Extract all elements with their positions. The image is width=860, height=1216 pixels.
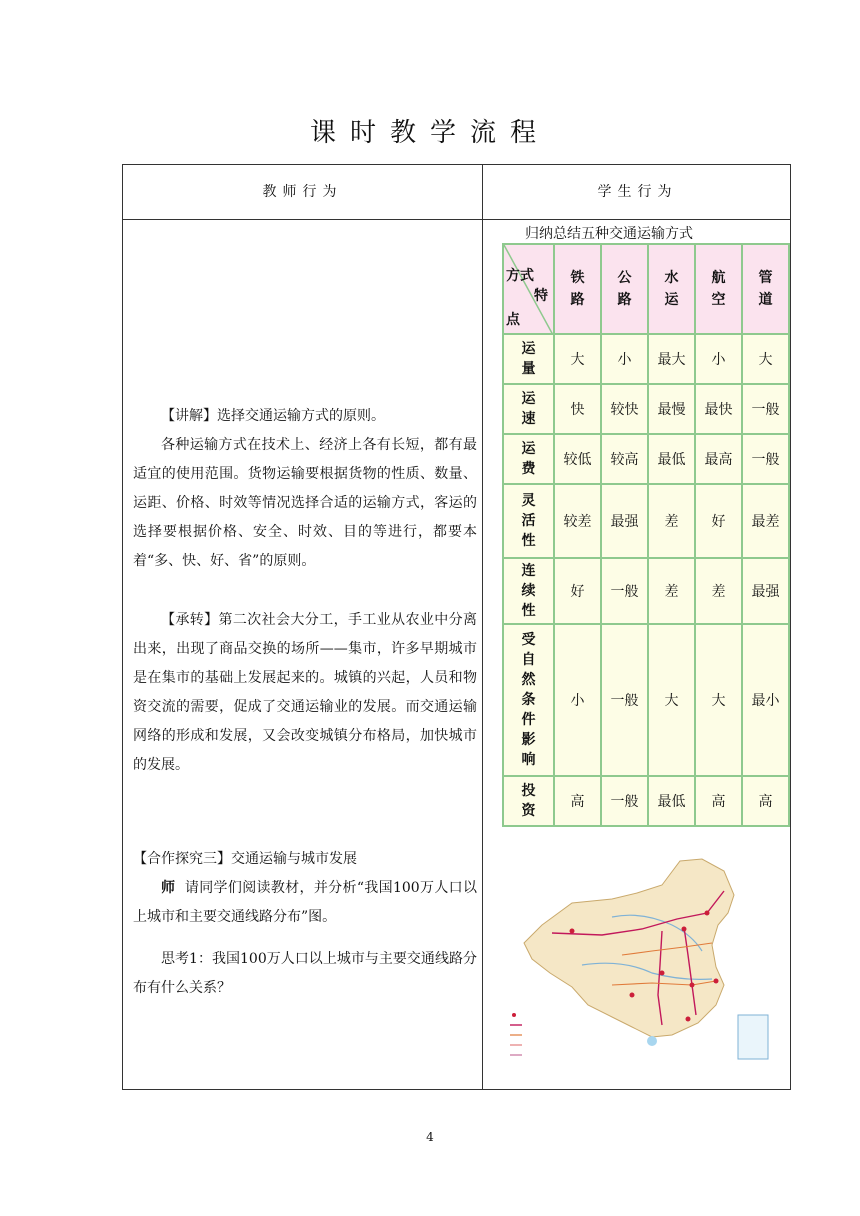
- column-header-text: 水运: [664, 270, 679, 308]
- city-marker: [690, 983, 695, 988]
- table-cell: 差: [648, 484, 695, 558]
- table-cell: 最差: [742, 484, 789, 558]
- table-row: [503, 384, 789, 434]
- china-transport-map: [502, 855, 774, 1065]
- row-header: [503, 624, 554, 776]
- table-cell: 一般: [601, 558, 648, 624]
- table-cell: 大: [695, 624, 742, 776]
- transition-paragraph: 【承转】第二次社会大分工，手工业从农业中分离出来，出现了商品交换的场所——集市，许多早期城市是在集市的基础上发展起来的。城镇的兴起，人员和物资交流的需要，促成了交通运输业的发展。而交通运输网络的形成和发展，又会改变城镇分布格局，加快城市的发展。: [133, 612, 477, 773]
- table-cell: 高: [554, 776, 601, 826]
- explain-paragraph: 各种运输方式在技术上、经济上各有长短，都有最适宜的使用范围。货物运输要根据货物的性质、数量、运距、价格、时效等情况选择合适的运输方式，客运的选择要根据价格、安全、时效、目的等进行，都要本着“多、快、好、省”的原则。: [133, 437, 477, 569]
- table-cell: 最快: [695, 384, 742, 434]
- corner-label-bottom: 点: [506, 312, 520, 328]
- city-marker: [630, 993, 635, 998]
- table-cell: 一般: [601, 776, 648, 826]
- table-row: [503, 434, 789, 484]
- city-marker: [686, 1017, 691, 1022]
- corner-cell: [503, 244, 554, 334]
- page-title: 课时教学流程: [309, 118, 550, 148]
- table-cell: 一般: [742, 434, 789, 484]
- table-cell: 大: [554, 334, 601, 384]
- row-header-text: 投资: [521, 783, 536, 819]
- teacher-instruction-text: 请同学们阅读教材，并分析“我国100万人口以上城市和主要交通线路分布”图。: [133, 880, 477, 925]
- row-header: [503, 558, 554, 624]
- corner-label-top: 方式: [506, 268, 534, 284]
- column-header-text: 铁路: [570, 270, 585, 308]
- table-cell: 最慢: [648, 384, 695, 434]
- table-cell: 一般: [601, 624, 648, 776]
- table-cell: 最低: [648, 776, 695, 826]
- table-row: [503, 558, 789, 624]
- column-header-text: 航空: [711, 270, 726, 308]
- table-cell: 高: [695, 776, 742, 826]
- city-marker: [660, 971, 665, 976]
- column-header: [695, 244, 742, 334]
- student-header: 学生行为: [597, 184, 678, 200]
- row-header: [503, 776, 554, 826]
- column-header: [554, 244, 601, 334]
- transport-comparison-table: [502, 243, 790, 827]
- explain-heading: 【讲解】选择交通运输方式的原则。: [161, 408, 385, 424]
- corner-label-mid: 特: [534, 288, 548, 304]
- table-cell: 高: [742, 776, 789, 826]
- table-cell: 大: [648, 624, 695, 776]
- city-marker: [570, 929, 575, 934]
- table-row: [503, 624, 789, 776]
- inset-box: [738, 1015, 768, 1059]
- row-header: [503, 484, 554, 558]
- page-number: 4: [426, 1130, 434, 1144]
- row-header: [503, 434, 554, 484]
- table-cell: 最高: [695, 434, 742, 484]
- table-cell: 小: [554, 624, 601, 776]
- row-header-text: 运量: [521, 341, 536, 377]
- teacher-label: 师: [161, 880, 176, 896]
- table-cell: 最强: [742, 558, 789, 624]
- table-cell: 较低: [554, 434, 601, 484]
- row-header-text: 运速: [521, 391, 536, 427]
- column-header: [742, 244, 789, 334]
- table-cell: 差: [695, 558, 742, 624]
- teacher-header: 教师行为: [262, 184, 343, 200]
- column-header: [601, 244, 648, 334]
- table-cell: 较高: [601, 434, 648, 484]
- column-header-text: 管道: [758, 270, 773, 308]
- inquiry-heading: 【合作探究三】交通运输与城市发展: [133, 851, 357, 867]
- table-cell: 最强: [601, 484, 648, 558]
- table-cell: 最小: [742, 624, 789, 776]
- row-header: [503, 384, 554, 434]
- column-divider: [482, 165, 483, 1089]
- table-cell: 小: [601, 334, 648, 384]
- row-header-text: 运费: [521, 441, 536, 477]
- column-header: [648, 244, 695, 334]
- city-marker: [705, 911, 710, 916]
- city-marker: [714, 979, 719, 984]
- legend-box: [508, 1007, 578, 1061]
- table-cell: 好: [695, 484, 742, 558]
- island-shape: [647, 1036, 657, 1046]
- table-cell: 好: [554, 558, 601, 624]
- table-row: [503, 776, 789, 826]
- table-cell: 较差: [554, 484, 601, 558]
- table-cell: 最大: [648, 334, 695, 384]
- teacher-instruction: [133, 874, 477, 932]
- table-cell: 差: [648, 558, 695, 624]
- table-cell: 较快: [601, 384, 648, 434]
- table-cell: 最低: [648, 434, 695, 484]
- table-cell: 一般: [742, 384, 789, 434]
- table-cell: 大: [742, 334, 789, 384]
- table-title: 归纳总结五种交通运输方式: [525, 226, 693, 242]
- row-header-text: 受自然条件影响: [521, 632, 536, 768]
- thinking-question: 思考1：我国100万人口以上城市与主要交通线路分布有什么关系？: [133, 951, 477, 996]
- lesson-flow-table: [122, 164, 791, 1090]
- table-row: [503, 484, 789, 558]
- row-header-text: 灵活性: [521, 493, 536, 549]
- table-cell: 快: [554, 384, 601, 434]
- row-header-text: 连续性: [521, 563, 536, 619]
- table-row: [503, 334, 789, 384]
- city-marker: [682, 927, 687, 932]
- column-header-text: 公路: [617, 270, 632, 308]
- header-divider: [123, 219, 790, 220]
- legend-city-symbol: [512, 1013, 516, 1017]
- row-header: [503, 334, 554, 384]
- table-cell: 小: [695, 334, 742, 384]
